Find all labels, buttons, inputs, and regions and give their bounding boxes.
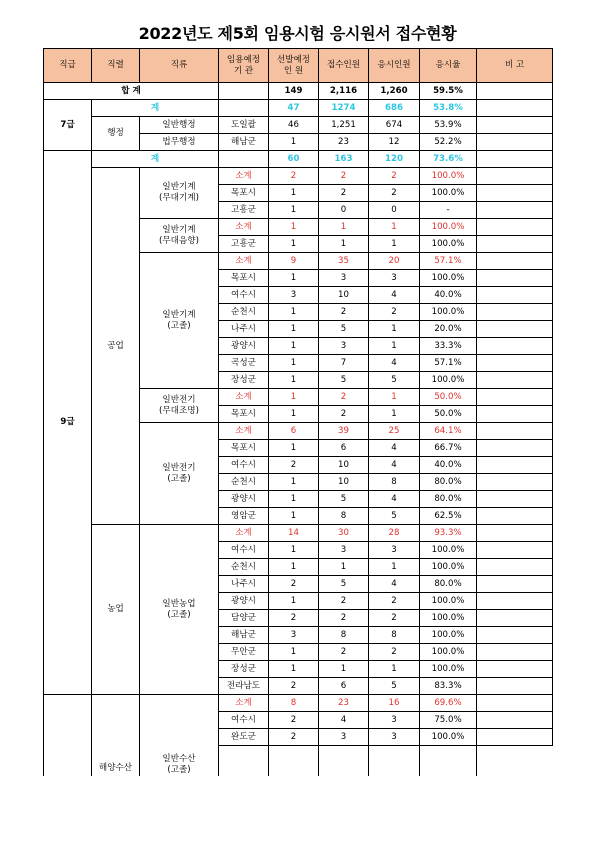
table-row: 나주시 1 5 1 20.0% [44, 321, 553, 338]
header-note: 비 고 [477, 49, 553, 83]
table-row: 법무행정 해남군 1 23 12 52.2% [44, 134, 553, 151]
page-title: 2022년도 제5회 임용시험 응시원서 접수현황 [138, 24, 457, 43]
table-header-row [44, 49, 553, 83]
header-rate: 응시율 [420, 49, 477, 83]
header-grade: 직급 [44, 49, 92, 83]
class-label: 일반수산 (고졸) [140, 695, 219, 777]
table-row: 여수시 2 10 4 40.0% [44, 457, 553, 474]
table-row: 순천시 1 10 8 80.0% [44, 474, 553, 491]
header-series: 직렬 [92, 49, 140, 83]
class-label: 일반전기 (무대조명) [140, 389, 219, 423]
table-row: 담양군 2 2 2 100.0% [44, 610, 553, 627]
table-row: 목포시 1 6 4 66.7% [44, 440, 553, 457]
table-row: 목포시 1 2 1 50.0% [44, 406, 553, 423]
table-row: 곡성군 1 7 4 57.1% [44, 355, 553, 372]
table-row: 완도군 2 3 3 100.0% [44, 729, 553, 746]
grade9-subtotal-row: 9급 계 60 163 120 73.6% [44, 151, 553, 168]
subtotal-row: 농업 일반농업 (고졸) 소계 14 30 28 93.3% [44, 525, 553, 542]
table-row: 영암군 1 8 5 62.5% [44, 508, 553, 525]
total-applied: 2,116 [319, 83, 369, 100]
table-row: 행정 일반행정 도일괄 46 1,251 674 53.9% [44, 117, 553, 134]
total-org [219, 83, 269, 100]
application-status-table [43, 48, 553, 776]
grade-7-label: 7급 [44, 100, 92, 151]
grade-continued [44, 695, 92, 777]
table-row: 해남군 3 8 8 100.0% [44, 627, 553, 644]
header-class: 직류 [140, 49, 219, 83]
grade9-subtotal-label: 계 [92, 151, 219, 168]
series-label: 해양수산 [92, 695, 140, 777]
series-label: 공업 [92, 168, 140, 525]
total-note [477, 83, 553, 100]
class-label: 일반기계 (무대기계) [140, 168, 219, 219]
table-row: 나주시 2 5 4 80.0% [44, 576, 553, 593]
table-row: 장성군 1 5 5 100.0% [44, 372, 553, 389]
subtotal-row: 일반기계 (무대음향) 소계 1 1 1 100.0% [44, 219, 553, 236]
table-row: 순천시 1 1 1 100.0% [44, 559, 553, 576]
table-row: 전라남도 2 6 5 83.3% [44, 678, 553, 695]
total-label: 합 계 [44, 83, 219, 100]
subtotal-row: 일반기계 (고졸) 소계 9 35 20 57.1% [44, 253, 553, 270]
table-row: 목포시 1 3 3 100.0% [44, 270, 553, 287]
table-row: 무안군 1 2 2 100.0% [44, 644, 553, 661]
table-row: 여수시 2 4 3 75.0% [44, 712, 553, 729]
class-label: 일반기계 (고졸) [140, 253, 219, 389]
table-row: 여수시 1 3 3 100.0% [44, 542, 553, 559]
table-row: 목포시 1 2 2 100.0% [44, 185, 553, 202]
table-row: 광양시 1 2 2 100.0% [44, 593, 553, 610]
header-attended: 응시인원 [369, 49, 420, 83]
grade7-subtotal-row: 7급 계 47 1274 686 53.8% [44, 100, 553, 117]
subtotal-row: 공업 일반기계 (무대기계) 소계 2 2 2 100.0% [44, 168, 553, 185]
header-org: 임용예정 기 관 [219, 49, 269, 83]
class-label: 일반기계 (무대음향) [140, 219, 219, 253]
total-rate: 59.5% [420, 83, 477, 100]
table-row: 장성군 1 1 1 100.0% [44, 661, 553, 678]
grade7-subtotal-label: 계 [92, 100, 219, 117]
class-label: 일반농업 (고졸) [140, 525, 219, 695]
header-selected: 선발예정 인 원 [269, 49, 319, 83]
series-label: 행정 [92, 117, 140, 151]
table-row: 순천시 1 2 2 100.0% [44, 304, 553, 321]
subtotal-row: 해양수산 일반수산 (고졸) 소계 8 23 16 69.6% [44, 695, 553, 712]
total-attended: 1,260 [369, 83, 420, 100]
grade-9-label: 9급 [44, 151, 92, 695]
total-row [44, 83, 553, 100]
application-status-table-container [43, 48, 552, 775]
total-selected: 149 [269, 83, 319, 100]
table-row: 고흥군 1 1 1 100.0% [44, 236, 553, 253]
subtotal-row: 일반전기 (고졸) 소계 6 39 25 64.1% [44, 423, 553, 440]
series-label: 농업 [92, 525, 140, 695]
table-row: 광양시 1 5 4 80.0% [44, 491, 553, 508]
table-row: 광양시 1 3 1 33.3% [44, 338, 553, 355]
table-row: 고흥군 1 0 0 - [44, 202, 553, 219]
header-applied: 접수인원 [319, 49, 369, 83]
table-row: 여수시 3 10 4 40.0% [44, 287, 553, 304]
subtotal-row: 일반전기 (무대조명) 소계 1 2 1 50.0% [44, 389, 553, 406]
class-label: 일반전기 (고졸) [140, 423, 219, 525]
